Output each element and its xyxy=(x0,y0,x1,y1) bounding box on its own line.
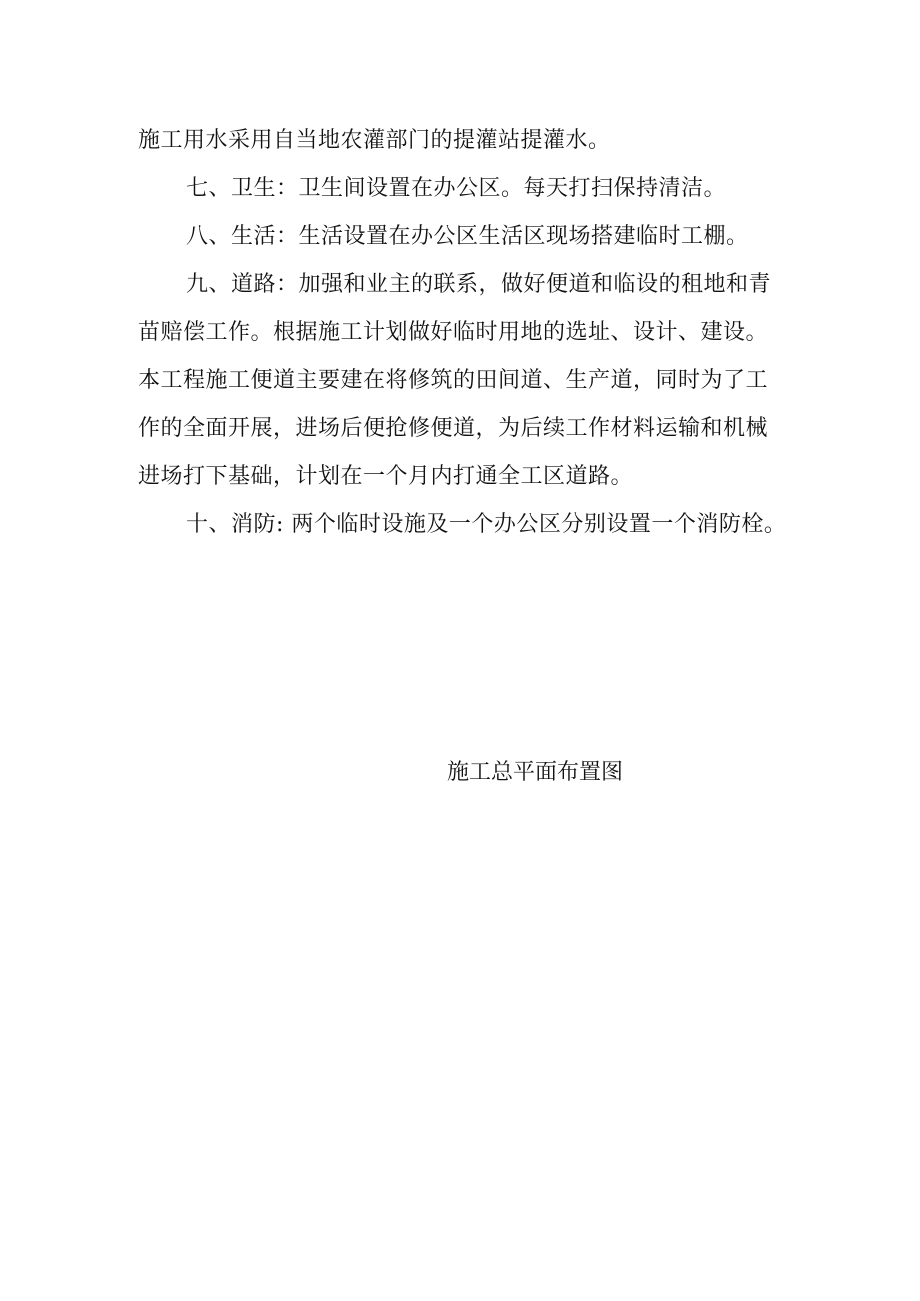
section-living: 八、生活：生活设置在办公区生活区现场搭建临时工棚。 xyxy=(186,224,749,249)
paragraph-line: 苗赔偿工作。根据施工计划做好临时用地的选址、设计、建设。 xyxy=(138,320,769,345)
paragraph-line: 施工用水采用自当地农灌部门的提灌站提灌水。 xyxy=(138,128,611,153)
figure-caption: 施工总平面布置图 xyxy=(447,760,624,785)
section-fire-protection: 十、消防: 两个临时设施及一个办公区分别设置一个消防栓。 xyxy=(186,512,787,537)
paragraph-line: 本工程施工便道主要建在将修筑的田间道、生产道，同时为了工 xyxy=(138,368,769,393)
paragraph-line: 进场打下基础，计划在一个月内打通全工区道路。 xyxy=(138,464,634,489)
paragraph-line: 作的全面开展，进场后便抢修便道，为后续工作材料运输和机械 xyxy=(138,416,769,441)
section-roads: 九、道路：加强和业主的联系，做好便道和临设的租地和青 xyxy=(186,272,772,297)
section-hygiene: 七、卫生：卫生间设置在办公区。每天打扫保持清洁。 xyxy=(186,176,727,201)
